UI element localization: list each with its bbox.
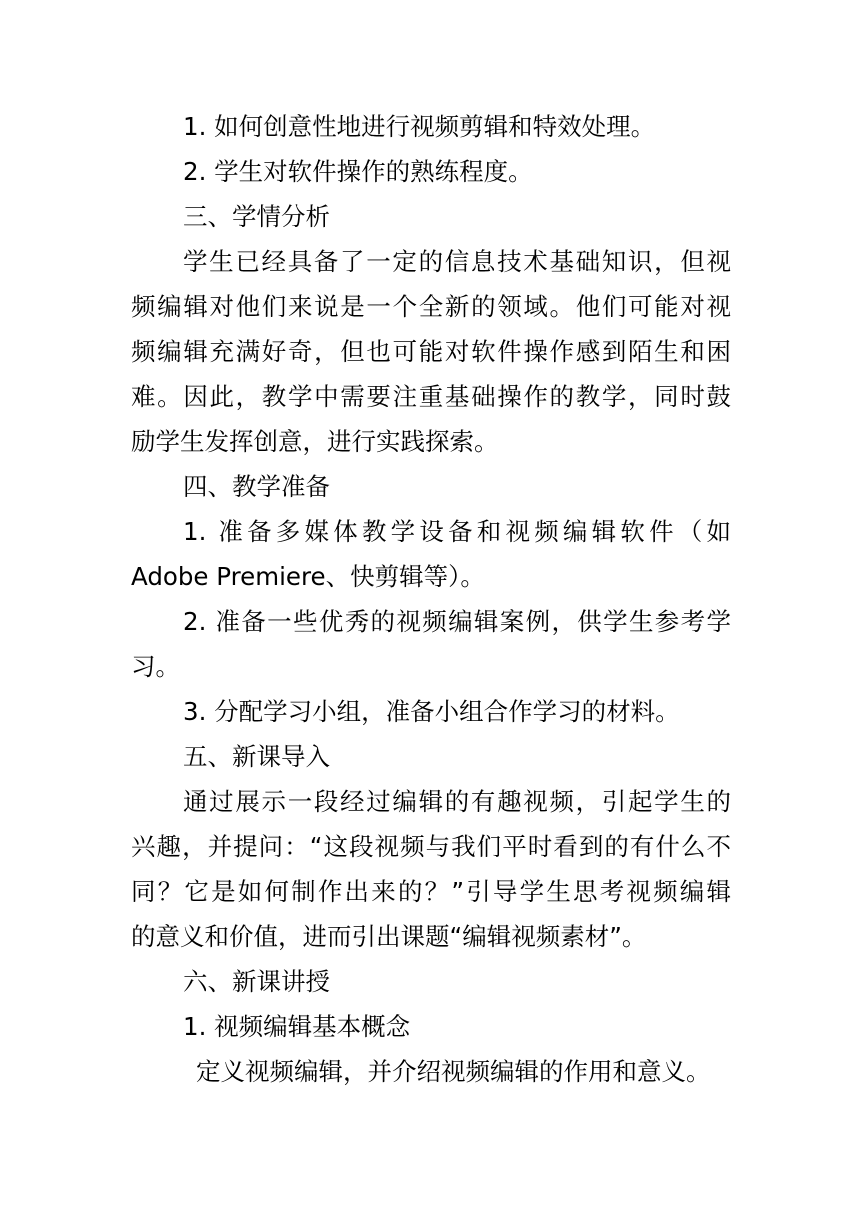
paragraph-line: 频编辑充满好奇，但也可能对软件操作感到陌生和困: [131, 337, 731, 366]
list-item-preparation-2: 2. 准备一些优秀的视频编辑案例，供学生参考学: [183, 607, 731, 636]
paragraph-line: 通过展示一段经过编辑的有趣视频，引起学生的: [183, 787, 731, 816]
section-heading-new-lesson-teaching: 六、新课讲授: [183, 967, 330, 996]
paragraph-line: 频编辑对他们来说是一个全新的领域。他们可能对视: [131, 292, 731, 321]
list-item-preparation-1: 1. 准备多媒体教学设备和视频编辑软件（如: [183, 517, 731, 546]
paragraph-line: 兴趣，并提问：“这段视频与我们平时看到的有什么不: [131, 832, 731, 861]
paragraph-line: 学生已经具备了一定的信息技术基础知识，但视: [183, 247, 731, 276]
paragraph-line: 励学生发挥创意，进行实践探索。: [131, 427, 499, 456]
paragraph-line: 难。因此，教学中需要注重基础操作的教学，同时鼓: [131, 382, 731, 411]
paragraph-line: 同？它是如何制作出来的？”引导学生思考视频编辑: [131, 877, 731, 906]
list-item-difficulty-1: 1. 如何创意性地进行视频剪辑和特效处理。: [183, 112, 656, 141]
section-heading-new-lesson-intro: 五、新课导入: [183, 742, 330, 771]
paragraph-line: 的意义和价值，进而引出课题“编辑视频素材”。: [131, 922, 647, 951]
section-heading-teaching-preparation: 四、教学准备: [183, 472, 330, 501]
subsection-heading-video-editing-concept: 1. 视频编辑基本概念: [183, 1012, 411, 1041]
list-item-continuation: 习。: [131, 652, 180, 681]
list-item-continuation: Adobe Premiere、快剪辑等）。: [131, 562, 485, 591]
list-item-difficulty-2: 2. 学生对软件操作的熟练程度。: [183, 157, 533, 186]
paragraph-line: 定义视频编辑，并介绍视频编辑的作用和意义。: [196, 1057, 711, 1086]
list-item-preparation-3: 3. 分配学习小组，准备小组合作学习的材料。: [183, 697, 680, 726]
section-heading-learner-analysis: 三、学情分析: [183, 202, 330, 231]
